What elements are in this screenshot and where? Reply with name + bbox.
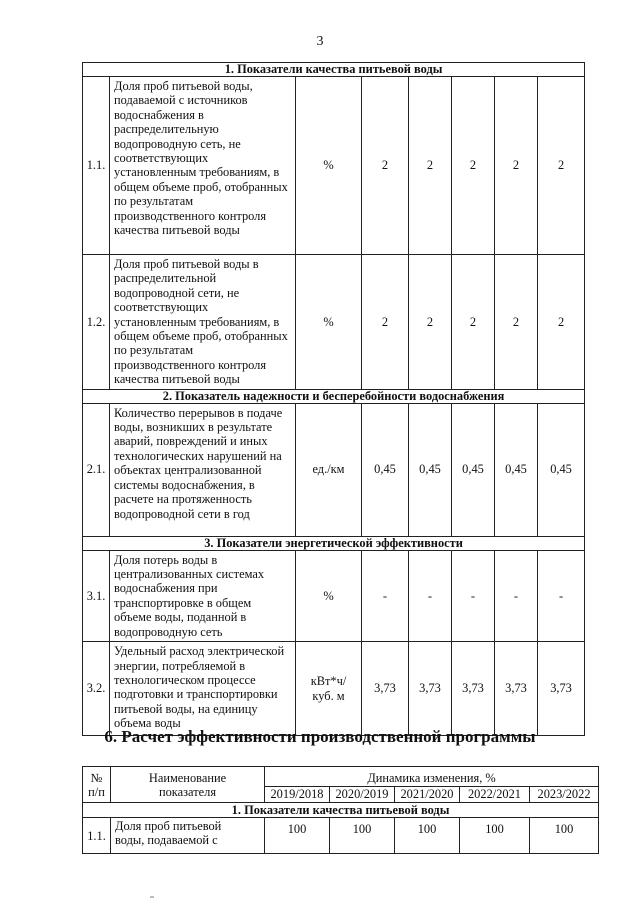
unit-cell: кВт*ч/ куб. м <box>296 642 362 736</box>
table-row <box>83 818 599 854</box>
value-cell: 2 <box>538 255 585 390</box>
value-cell: 0,45 <box>538 403 585 536</box>
unit-cell: % <box>296 77 362 255</box>
row-number: 1.2. <box>83 255 110 390</box>
table-row <box>83 255 585 390</box>
section-title: 1. Показатели качества питьевой воды <box>83 803 599 818</box>
section-title: 2. Показатель надежности и бесперебойности водоснабжения <box>83 389 585 403</box>
row-number: 2.1. <box>83 403 110 536</box>
value-cell: 3,73 <box>362 642 409 736</box>
column-header-number: № п/п <box>83 767 111 803</box>
column-header-dynamics: Динамика изменения, % <box>265 767 599 787</box>
value-cell: 0,45 <box>495 403 538 536</box>
value-cell: 0,45 <box>362 403 409 536</box>
value-cell: 100 <box>265 818 330 854</box>
section-heading: 6. Расчет эффективности производственной программы <box>104 727 536 746</box>
unit-cell: % <box>296 255 362 390</box>
value-cell: 2 <box>452 77 495 255</box>
efficiency-table <box>82 766 599 854</box>
row-number: 1.1. <box>83 77 110 255</box>
row-number: 1.1. <box>83 818 111 854</box>
row-number: 3.1. <box>83 550 110 641</box>
value-cell: 3,73 <box>495 642 538 736</box>
indicator-description: Доля проб питьевой воды в распределительной водопроводной сети, не соответствующих установленным требованиям, в общем объеме проб, отобранных по результатам производственного контроля качества питьевой воды <box>110 255 296 390</box>
value-cell: 3,73 <box>452 642 495 736</box>
value-cell: - <box>495 550 538 641</box>
value-cell: 2 <box>538 77 585 255</box>
scan-artifact <box>150 896 154 898</box>
unit-cell: % <box>296 550 362 641</box>
year-header: 2019/2018 <box>265 787 330 803</box>
value-cell: 0,45 <box>409 403 452 536</box>
indicator-description: Доля проб питьевой воды, подаваемой с <box>111 818 265 854</box>
value-cell: 100 <box>330 818 395 854</box>
value-cell: 2 <box>495 255 538 390</box>
table-row <box>83 642 585 736</box>
value-cell: 100 <box>530 818 599 854</box>
indicator-description: Удельный расход электрической энергии, потребляемой в технологическом процессе подготовки и транспортировки питьевой воды, на единицу объема воды <box>110 642 296 736</box>
value-cell: 2 <box>409 77 452 255</box>
year-header: 2021/2020 <box>395 787 460 803</box>
value-cell: 2 <box>452 255 495 390</box>
value-cell: 100 <box>395 818 460 854</box>
value-cell: 2 <box>495 77 538 255</box>
table-row <box>83 403 585 536</box>
value-cell: - <box>452 550 495 641</box>
value-cell: 2 <box>362 77 409 255</box>
value-cell: 3,73 <box>538 642 585 736</box>
value-cell: 2 <box>409 255 452 390</box>
unit-cell: ед./км <box>296 403 362 536</box>
column-header-name: Наименование показателя <box>111 767 265 803</box>
value-cell: 0,45 <box>452 403 495 536</box>
value-cell: - <box>538 550 585 641</box>
indicator-description: Доля проб питьевой воды, подаваемой с источников водоснабжения в распределительную водопроводную сеть, не соответствующих установленным требованиям, в общем объеме проб, отобранных по результатам производственного контроля качества питьевой воды <box>110 77 296 255</box>
value-cell: 2 <box>362 255 409 390</box>
indicator-description: Доля потерь воды в централизованных системах водоснабжения при транспортировке в общем объеме воды, поданной в водопроводную сеть <box>110 550 296 641</box>
year-header: 2022/2021 <box>460 787 530 803</box>
section-title: 3. Показатели энергетической эффективности <box>83 536 585 550</box>
year-header: 2020/2019 <box>330 787 395 803</box>
table-row <box>83 77 585 255</box>
indicators-table <box>82 62 585 736</box>
year-header: 2023/2022 <box>530 787 599 803</box>
value-cell: 100 <box>460 818 530 854</box>
value-cell: - <box>362 550 409 641</box>
table-row <box>83 550 585 641</box>
value-cell: - <box>409 550 452 641</box>
value-cell: 3,73 <box>409 642 452 736</box>
page-number: 3 <box>316 34 324 49</box>
section-title: 1. Показатели качества питьевой воды <box>83 63 585 77</box>
indicator-description: Количество перерывов в подаче воды, возникших в результате аварий, повреждений и иных технологических нарушений на объектах централизованной системы водоснабжения, в расчете на протяженность водопроводной сети в год <box>110 403 296 536</box>
row-number: 3.2. <box>83 642 110 736</box>
